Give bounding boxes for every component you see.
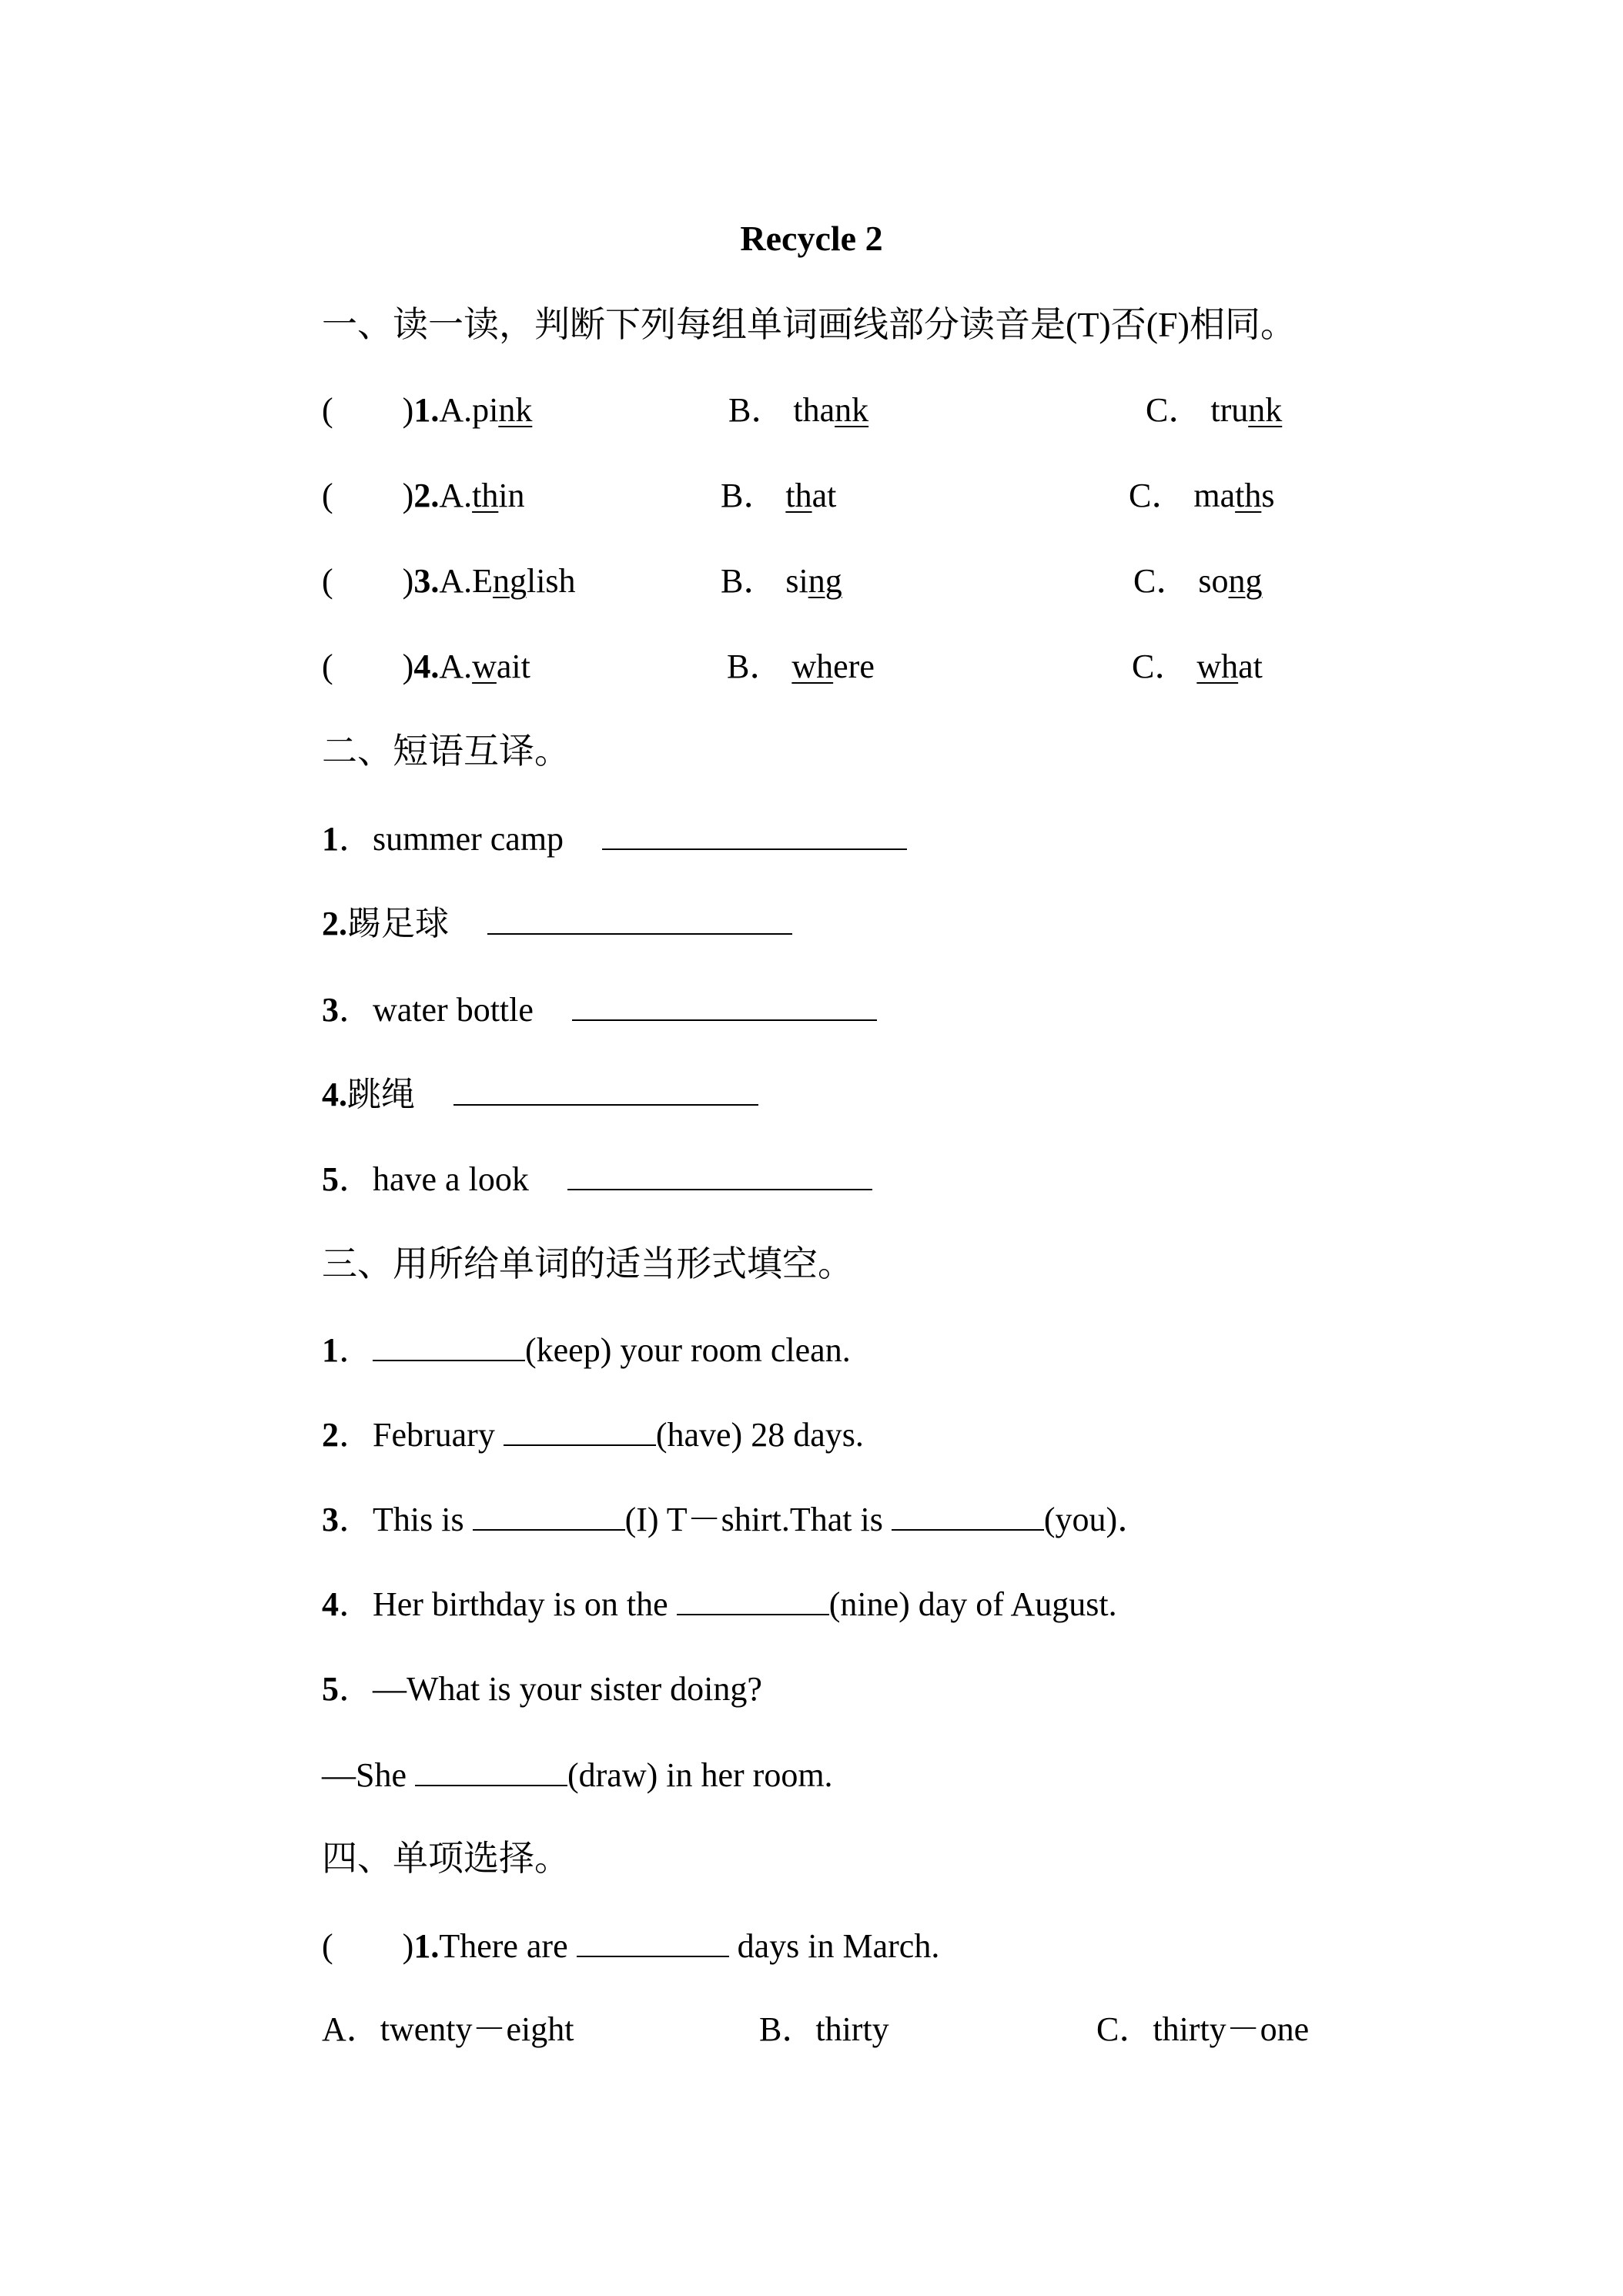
- answer-blank[interactable]: [473, 1495, 625, 1531]
- section2-item-3: 3．water bottle: [322, 986, 877, 1033]
- option-c: C． what: [1132, 648, 1263, 685]
- option-b: B． where: [727, 648, 875, 685]
- section3-q5: 5．—What is your sister doing?: [322, 1670, 762, 1708]
- item-number: 4.: [413, 648, 440, 685]
- answer-blank[interactable]: [577, 1922, 729, 1957]
- section2-item-5: 5．have a look: [322, 1155, 872, 1203]
- option-a[interactable]: A．twenty－eight: [322, 2010, 574, 2048]
- option-b: B． sing: [721, 562, 842, 600]
- answer-blank[interactable]: [677, 1580, 829, 1615]
- section4-q1: ( )1.There are days in March.: [322, 1922, 939, 1970]
- option-c[interactable]: C．thirty－one: [1096, 2010, 1310, 2048]
- answer-blank[interactable]: [504, 1411, 656, 1446]
- section2-item-1: 1．summer camp: [322, 815, 907, 862]
- option-b: B． that: [721, 477, 837, 514]
- section2-item-2: 2.踢足球: [322, 899, 792, 947]
- answer-blank[interactable]: [487, 899, 792, 935]
- option-c: C． trunk: [1146, 391, 1283, 429]
- section3-q3: 3．This is (I) T－shirt.That is (you)．: [322, 1495, 1151, 1543]
- option-b: B． thank: [728, 391, 869, 429]
- section3-q1: 1． (keep) your room clean.: [322, 1326, 851, 1374]
- answer-blank[interactable]: [892, 1495, 1044, 1531]
- answer-blank[interactable]: [373, 1326, 525, 1361]
- option-c: C． song: [1133, 562, 1263, 600]
- section3-q4: 4．Her birthday is on the (nine) day of August.: [322, 1580, 1117, 1628]
- section3-heading: 三、用所给单词的适当形式填空。: [322, 1244, 853, 1284]
- answer-blank[interactable]: [415, 1751, 567, 1786]
- section2-item-4: 4.跳绳: [322, 1070, 758, 1118]
- item-number: 3.: [413, 562, 440, 600]
- answer-blank[interactable]: [567, 1155, 872, 1190]
- answer-blank[interactable]: [453, 1070, 758, 1106]
- option-b[interactable]: B．thirty: [759, 2010, 889, 2048]
- item-number: 1.: [413, 391, 440, 429]
- section3-q2: 2．February (have) 28 days.: [322, 1411, 864, 1458]
- page-title: Recycle 2: [740, 219, 883, 258]
- section4-heading: 四、单项选择。: [322, 1839, 570, 1878]
- section2-heading: 二、短语互译。: [322, 731, 570, 771]
- item-number: 2.: [413, 477, 440, 514]
- option-c: C． maths: [1129, 477, 1275, 514]
- section1-heading: 一、读一读，判断下列每组单词画线部分读音是(T)否(F)相同。: [322, 305, 1296, 344]
- answer-blank[interactable]: [572, 986, 877, 1021]
- section3-q5-answer: —She (draw) in her room.: [322, 1751, 833, 1799]
- answer-blank[interactable]: [602, 815, 907, 850]
